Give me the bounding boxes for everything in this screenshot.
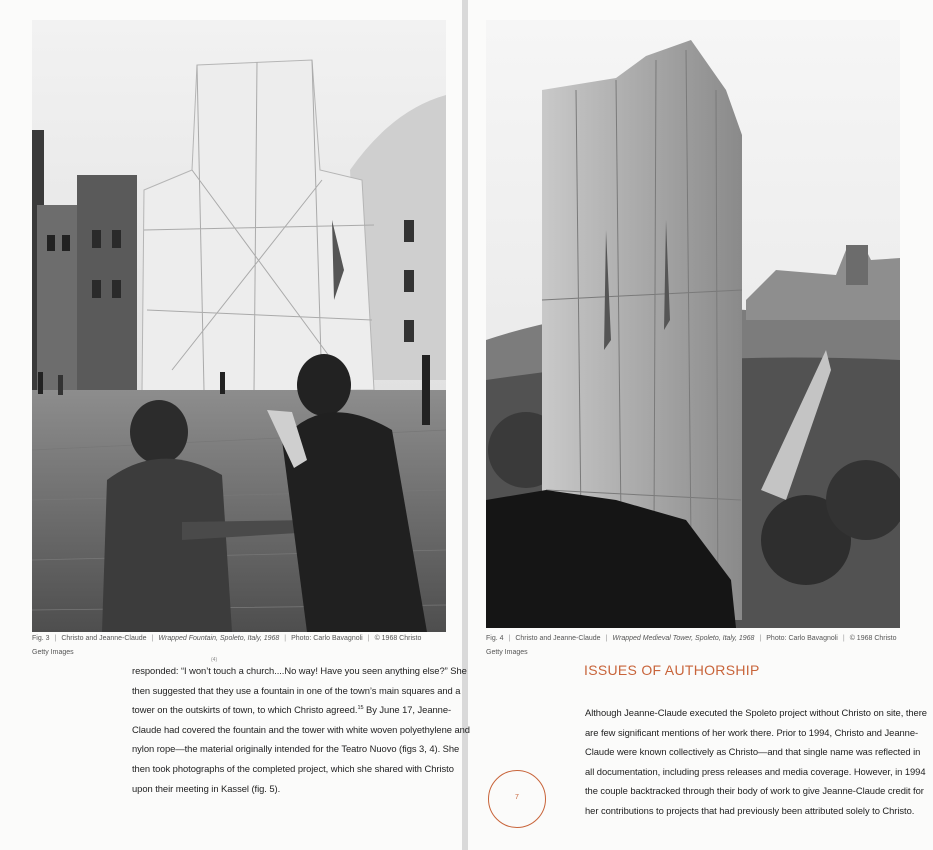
photo-wrapped-medieval-tower bbox=[486, 20, 900, 628]
body-line-text: upon their meeting in Kassel (fig. 5). bbox=[132, 782, 281, 794]
body-line-text: nylon rope—the material originally intended for the Teatro Nuovo (figs 3, 4). She bbox=[132, 743, 460, 755]
body-line: Although Jeanne-Claude executed the Spoleto project without Christo on site, there bbox=[585, 707, 927, 718]
body-line: her contributions to projects that had previously been attributed solely to Christo. bbox=[585, 804, 915, 816]
photo-wrapped-medieval-tower-image bbox=[486, 20, 900, 628]
body-line: the couple backtracked through their body of work to give Jeanne-Claude credit for bbox=[585, 785, 924, 797]
footnote-ref[interactable]: 15 bbox=[357, 705, 364, 712]
caption-artists: Christo and Jeanne-Claude bbox=[515, 635, 601, 642]
separator: | bbox=[367, 635, 370, 642]
separator: | bbox=[605, 635, 608, 642]
caption-source: Getty Images bbox=[486, 649, 528, 656]
separator: | bbox=[759, 635, 762, 642]
body-line-text: then suggested that they use a fountain in one of the town’s main squares and a bbox=[132, 684, 461, 696]
right-body-text bbox=[585, 703, 927, 821]
inline-marker: (4) bbox=[211, 657, 218, 663]
body-line-text: Claude had covered the fountain and the tower with white woven polyethylene and bbox=[132, 723, 470, 735]
page-number: 7 bbox=[515, 794, 519, 801]
caption-source: Getty Images bbox=[32, 649, 74, 656]
caption-photo-credit: Photo: Carlo Bavagnoli bbox=[766, 635, 838, 642]
body-line bbox=[132, 720, 470, 740]
photo-wrapped-fountain bbox=[32, 20, 446, 632]
caption-copyright: © 1968 Christo bbox=[374, 635, 422, 642]
caption-title: Wrapped Fountain, Spoleto, Italy, 1968 bbox=[158, 635, 280, 642]
caption-fig-number: Fig. 4 bbox=[486, 635, 504, 642]
body-line-text: then took photographs of the completed project, which she shared with Christo bbox=[132, 762, 454, 774]
body-line-text: responded: “I won’t touch a church....No way! Have you seen anything else?” She bbox=[132, 665, 467, 676]
photo-wrapped-fountain-image bbox=[32, 20, 446, 632]
caption-fig4 bbox=[486, 632, 916, 660]
separator: | bbox=[508, 635, 511, 642]
caption-fig3 bbox=[32, 632, 452, 660]
body-line bbox=[132, 759, 452, 779]
body-line bbox=[132, 661, 467, 681]
body-line bbox=[132, 700, 452, 720]
body-line: Claude were known collectively as Christo—and that single name was reflected in bbox=[585, 746, 921, 758]
caption-copyright: © 1968 Christo bbox=[849, 635, 897, 642]
caption-fig-number: Fig. 3 bbox=[32, 635, 50, 642]
body-line-text: tower on the outskirts of town, to which Christo agreed. bbox=[132, 704, 358, 716]
body-line: all documentation, including press releases and media coverage. However, in 1994 bbox=[585, 765, 926, 777]
separator: | bbox=[151, 635, 154, 642]
body-line bbox=[132, 681, 461, 701]
body-line-text: By June 17, Jeanne- bbox=[363, 704, 452, 716]
caption-photo-credit: Photo: Carlo Bavagnoli bbox=[291, 635, 363, 642]
page-number-circle bbox=[488, 770, 546, 828]
separator: | bbox=[842, 635, 845, 642]
left-body-text bbox=[132, 661, 470, 798]
caption-artists: Christo and Jeanne-Claude bbox=[61, 635, 147, 642]
body-line: are few significant mentions of her work there. Prior to 1994, Christo and Jeanne- bbox=[585, 726, 919, 738]
separator: | bbox=[54, 635, 57, 642]
section-heading: ISSUES OF AUTHORSHIP bbox=[584, 662, 760, 678]
caption-title: Wrapped Medieval Tower, Spoleto, Italy, 1968 bbox=[612, 635, 755, 642]
body-line bbox=[132, 779, 452, 799]
separator: | bbox=[284, 635, 287, 642]
body-line bbox=[132, 739, 460, 759]
